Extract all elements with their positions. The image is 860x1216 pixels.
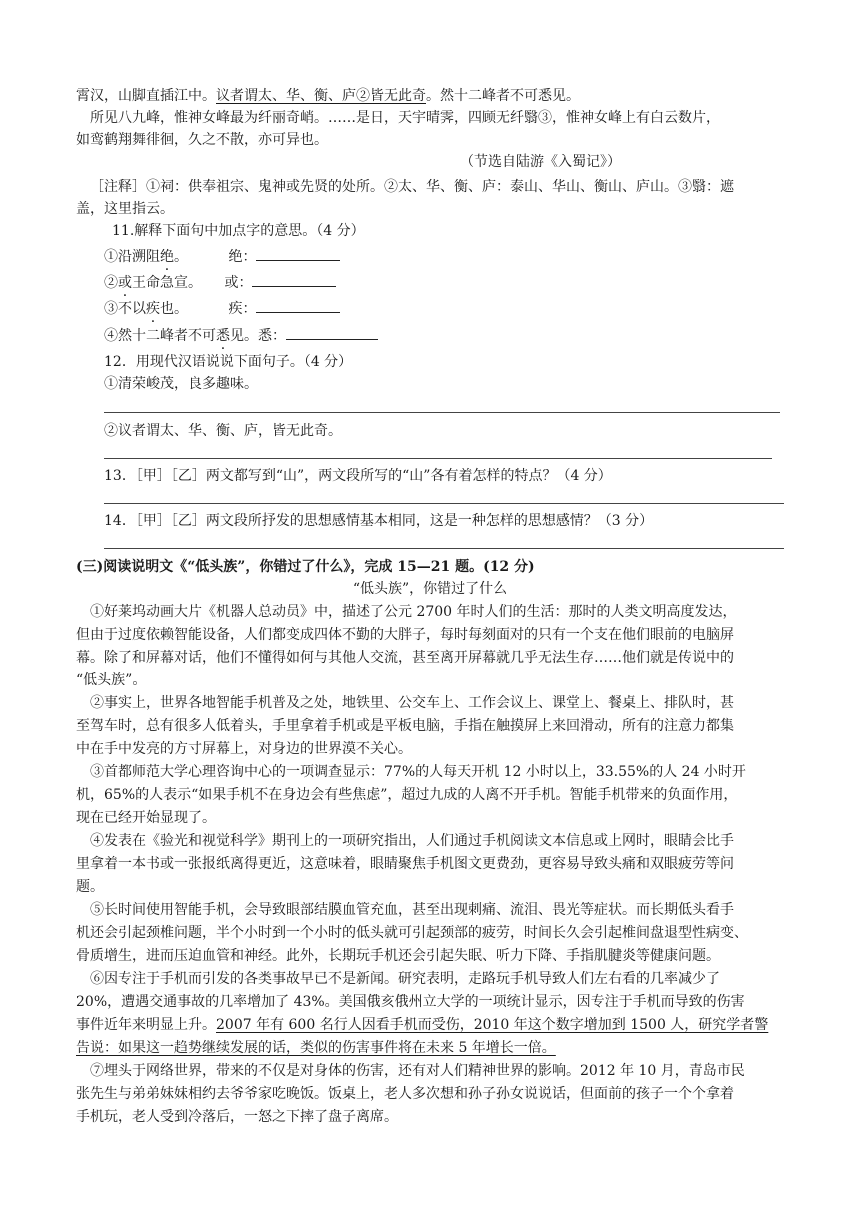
article-line: 至驾车时，总有很多人低着头，手里拿着手机或是平板电脑，手指在触摸屏上来回滑动，所有的注意力都集 — [76, 718, 734, 734]
source-citation: （节选自陆游《入蜀记》） — [460, 154, 621, 170]
q11-item-text: ①沿溯阻 — [104, 249, 160, 265]
dotted-char: 绝 — [160, 249, 174, 265]
underlined-sentence: 告说：如果这一趋势继续发展的话，类似的伤害事件将在未来 5 年增长一倍。 — [76, 1040, 556, 1056]
article-line: 手机玩，老人受到冷落后，一怒之下摔了盘子离席。 — [76, 1109, 398, 1125]
q11-item-label: 或： — [224, 275, 253, 291]
poem-line-3: 如鸾鹤翔舞徘徊，久之不散，亦可异也。 — [76, 132, 328, 148]
notes-line-1: ［注释］①祠：供奉祖宗、鬼神或先贤的处所。②太、华、衡、庐：泰山、华山、衡山、庐山。③翳：遮 — [90, 179, 734, 195]
article-line: ⑦埋头于网络世界，带来的不仅是对身体的伤害，还有对人们精神世界的影响。2012 年 10 月，青岛市民 — [90, 1063, 745, 1079]
article-line: 里拿着一本书或一张报纸离得更近，这意味着，眼睛聚焦手机图文更费劲，更容易导致头痛和双眼疲劳等问 — [76, 856, 734, 872]
dotted-char: 疾 — [146, 301, 160, 317]
q11-item-text: 王命急宣。 — [132, 275, 202, 291]
article-line: ③首都师范大学心理咨询中心的一项调查显示：77%的人每天开机 12 小时以上，33.55%的人 24 小时开 — [90, 764, 746, 780]
answer-blank[interactable] — [256, 246, 340, 261]
q11-item-2 — [104, 272, 784, 293]
poem-text: 。然十二峰者不可悉见。 — [426, 88, 580, 104]
q11-item-text: 。 — [174, 249, 188, 265]
article-line: 骨质增生，进而压迫血管和神经。此外，长期玩手机还会引起失眠、听力下降、手指肌腱炎等健康问题。 — [76, 948, 720, 964]
poem-line-2: 所见八九峰，惟神女峰最为纤丽奇峭。……是日，天宇晴霁，四顾无纤翳③，惟神女峰上有白云数片， — [90, 110, 720, 126]
answer-blank[interactable] — [286, 325, 378, 340]
underlined-sentence: 议者谓太、华、衡、庐②皆无此奇 — [216, 88, 426, 104]
article-line: ②事实上，世界各地智能手机普及之处，地铁里、公交车上、工作会议上、课堂上、餐桌上、排队时，甚 — [90, 695, 734, 711]
question-12-title: 12．用现代汉语说说下面句子。（4 分） — [104, 354, 353, 370]
underlined-sentence: 2007 年有 600 名行人因看手机而受伤，2010 年这个数字增加到 1500 人，研究学者警 — [216, 1017, 769, 1033]
answer-line[interactable] — [104, 458, 772, 459]
article-line: 机，65%的人表示“如果手机不在身边会有些焦虑”，超过九成的人离不开手机。智能手机带来的负面作用， — [76, 787, 738, 803]
q11-item-text: 见。 — [230, 328, 258, 344]
q11-item-1 — [104, 246, 784, 267]
answer-blank[interactable] — [256, 298, 340, 313]
q12-sentence-1: ①清荣峻茂，良多趣味。 — [104, 376, 258, 392]
article-line: 但由于过度依赖智能设备，人们都变成四体不勤的大胖子，每时每刻面对的只有一个支在他们眼前的电脑屏 — [76, 627, 734, 643]
question-11-title: 11.解释下面句中加点字的意思。（4 分） — [112, 223, 365, 239]
article-line: 张先生与弟弟妹妹相约去爷爷家吃晚饭。饭桌上，老人多次想和孙子孙女说说话，但面前的孩子一个个拿着 — [76, 1086, 734, 1102]
q11-item-label: 疾： — [228, 301, 257, 317]
article-line: 20%，遭遇交通事故的几率增加了 43%。美国俄亥俄州立大学的一项统计显示，因专注于手机而导致的伤害 — [76, 994, 745, 1010]
question-14: 14．［甲］［乙］两文段所抒发的思想感情基本相同，这是一种怎样的思想感情？（3 分） — [104, 513, 654, 529]
section-3-heading: (三)阅读说明文《“低头族”，你错过了什么》，完成 15—21 题。(12 分) — [76, 559, 535, 575]
q11-item-text: 也。 — [160, 301, 188, 317]
q11-item-label: 绝： — [228, 249, 257, 265]
article-line: ①好莱坞动画大片《机器人总动员》中，描述了公元 2700 年时人们的生活：那时的人类文明高度发达， — [90, 604, 737, 620]
article-line — [76, 1015, 784, 1035]
article-text: 事件近年来明显上升。 — [76, 1017, 216, 1033]
dotted-char: 或 — [118, 275, 132, 291]
article-line: 幕。除了和屏幕对话，他们不懂得如何与其他人交流，甚至离开屏幕就几乎无法生存……他们就是传说中的 — [76, 650, 734, 666]
q11-item-text: ③不以 — [104, 301, 146, 317]
article-line: ⑤长时间使用智能手机，会导致眼部结膜血管充血，甚至出现刺痛、流泪、畏光等症状。而长期低头看手 — [90, 902, 734, 918]
article-line: “低头族”。 — [76, 672, 147, 688]
article-line: ④发表在《验光和视觉科学》期刊上的一项研究指出，人们通过手机阅读文本信息或上网时，眼睛会比手 — [90, 833, 734, 849]
q11-item-text: ② — [104, 275, 118, 291]
question-13: 13．［甲］［乙］两文都写到“山”，两文段所写的“山”各有着怎样的特点？（4 分） — [104, 468, 612, 484]
poem-text: 霄汉，山脚直插江中。 — [76, 88, 216, 104]
article-line: ⑥因专注于手机而引发的各类事故早已不是新闻。研究表明，走路玩手机导致人们左右看的几率减少了 — [90, 971, 720, 987]
article-line: 现在已经开始显现了。 — [76, 810, 216, 826]
q12-sentence-2: ②议者谓太、华、衡、庐，皆无此奇。 — [104, 423, 342, 439]
answer-line[interactable] — [104, 503, 784, 504]
notes-line-2: 盖，这里指云。 — [76, 201, 174, 217]
answer-line[interactable] — [104, 412, 780, 413]
article-line: 题。 — [76, 879, 104, 895]
q11-item-text: ④然十二峰者不可 — [104, 328, 216, 344]
poem-line-1 — [76, 86, 784, 106]
dotted-char: 悉 — [216, 328, 230, 344]
answer-line[interactable] — [104, 548, 784, 549]
q11-item-3 — [104, 298, 784, 319]
article-line: 中在手中发亮的方寸屏幕上，对身边的世界漠不关心。 — [76, 741, 412, 757]
q11-item-4 — [104, 325, 784, 346]
article-line: 机还会引起颈椎问题，半个小时到一个小时的低头就可引起颈部的疲劳，时间长久会引起椎间盘退型性病变、 — [76, 925, 748, 941]
article-title: “低头族”，你错过了什么 — [352, 581, 508, 597]
article-line — [76, 1038, 784, 1058]
answer-blank[interactable] — [252, 272, 336, 287]
q11-item-label: 悉： — [258, 328, 286, 344]
